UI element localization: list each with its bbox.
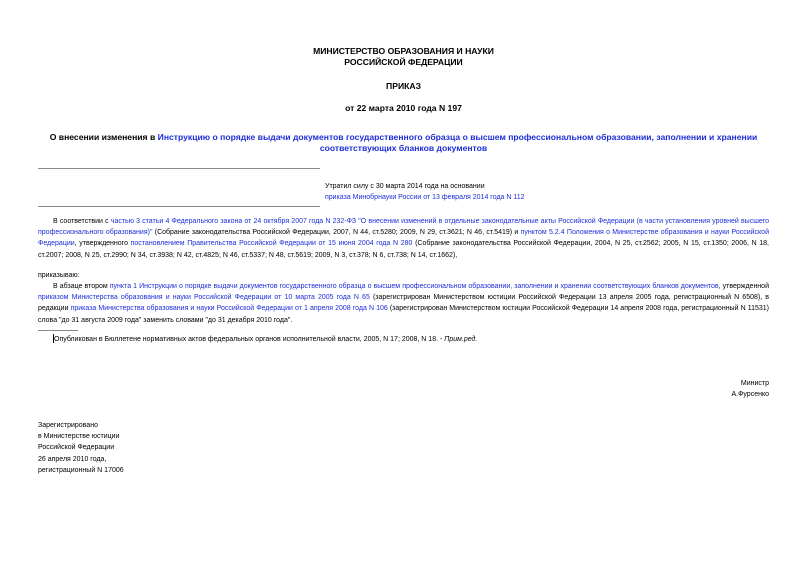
signature-block [731, 378, 769, 400]
repeal-text: Утратил силу с 30 марта 2014 года на основании [325, 183, 485, 190]
subject-instruction-link[interactable]: Инструкцию о порядке выдачи документов государственного образца о высшем профессиональном образовании, заполнении и хранении соответствующих бланков документов [157, 132, 758, 153]
repeal-order-link[interactable]: приказа Минобрнауки России от 13 февраля 2014 года N 112 [325, 194, 525, 201]
order-106-link[interactable]: приказа Министерства образования и науки Российской Федерации от 1 апреля 2008 года N 106 [70, 305, 388, 313]
footnote-editor-note: Прим.ред. [444, 336, 478, 343]
p1-text-3: , утвержденного [74, 240, 131, 248]
registration-line-1: Зарегистрировано [38, 422, 98, 429]
regulation-point-link[interactable]: пунктом 5.2.4 Положения о Министерстве образования и науки Российской Федерации [38, 229, 769, 248]
ministry-title [0, 46, 807, 68]
repeal-notice [325, 181, 525, 203]
registration-line-5: регистрационный N 17006 [38, 466, 124, 474]
p3-text-2: , утвержденной [718, 283, 769, 290]
divider-bottom [38, 206, 320, 207]
registration-line-4: 26 апреля 2010 года, [38, 455, 107, 463]
registration-line-2: в Министерстве юстиции [38, 433, 120, 441]
signatory-name: А.Фурсенко [731, 391, 769, 398]
footnote-text: Опубликован в Бюллетене нормативных актов федеральных органов исполнительной власти, 2005, N 17; 2008, N 18. - [54, 336, 445, 343]
footnote [54, 334, 477, 345]
ministry-line-2: РОССИЙСКОЙ ФЕДЕРАЦИИ [344, 57, 463, 67]
government-decree-link[interactable]: постановлением Правительства Российской Федерации от 15 июня 2004 года N 280 [130, 240, 413, 248]
p1-text-4: (Собрание законодательства Российской Федерации, 2004, N 25, ст.2562; 2005, N 15, ст.1350; 2006, N 18, ст.2007; 2008, N 25, ст.2990; N 34, ст.3938; N 42, ст.4825; N 46, ст.5337; N 48, ст.5619; 2009, N 3, ст.378; N 6, ст.738; N 14, ст.1662), [38, 240, 770, 259]
federal-law-link[interactable]: частью 3 статьи 4 Федерального закона от 24 октября 2007 года N 232-ФЗ "О внесении изменений в отдельные законодательные акты Российской Федерации (в части установления уровней высшего профессионального образования)" [38, 218, 770, 237]
registration-line-3: Российской Федерации [38, 444, 115, 452]
p3-text-1: В абзаце втором [53, 283, 110, 290]
signatory-title: Министр [740, 380, 769, 387]
document-type: ПРИКАЗ [386, 81, 421, 91]
p1-text-1: В соответствии с [53, 218, 111, 225]
document-date-number: от 22 марта 2010 года N 197 [345, 103, 462, 113]
p3-text-4: (зарегистрирован Министерством юстиции Российской Федерации 14 апреля 2008 года, регистрационный N 11531) слова "до 31 августа 2009 года" заменить словами "до 31 декабря 2010 года". [38, 305, 769, 324]
p1-text-2: (Собрание законодательства Российской Федерации, 2007, N 44, ст.5280; 2009, N 29, ст.3621; N 46, ст.5419) и [152, 229, 521, 237]
footnote-divider [38, 330, 78, 331]
preamble-paragraph [38, 216, 769, 261]
p3-text-3: (зарегистрирован Министерством юстиции Российской Федерации 13 апреля 2005 года, регистрационный N 6508), в редакции [38, 294, 769, 313]
order-65-link[interactable]: приказом Министерства образования и науки Российской Федерации от 10 марта 2005 года N 65 [38, 294, 370, 302]
registration-block [38, 420, 124, 476]
order-word: приказываю: [38, 272, 80, 279]
order-paragraph [38, 281, 769, 326]
subject-prefix: О внесении изменения в [49, 132, 158, 142]
instruction-point-link[interactable]: пункта 1 Инструкции о порядке выдачи документов государственного образца о высшем профессиональном образовании, заполнении и хранении соответствующих бланков документов [109, 283, 719, 290]
document-subject [38, 132, 769, 154]
divider-top [38, 168, 320, 169]
ministry-line-1: МИНИСТЕРСТВО ОБРАЗОВАНИЯ И НАУКИ [313, 46, 494, 56]
